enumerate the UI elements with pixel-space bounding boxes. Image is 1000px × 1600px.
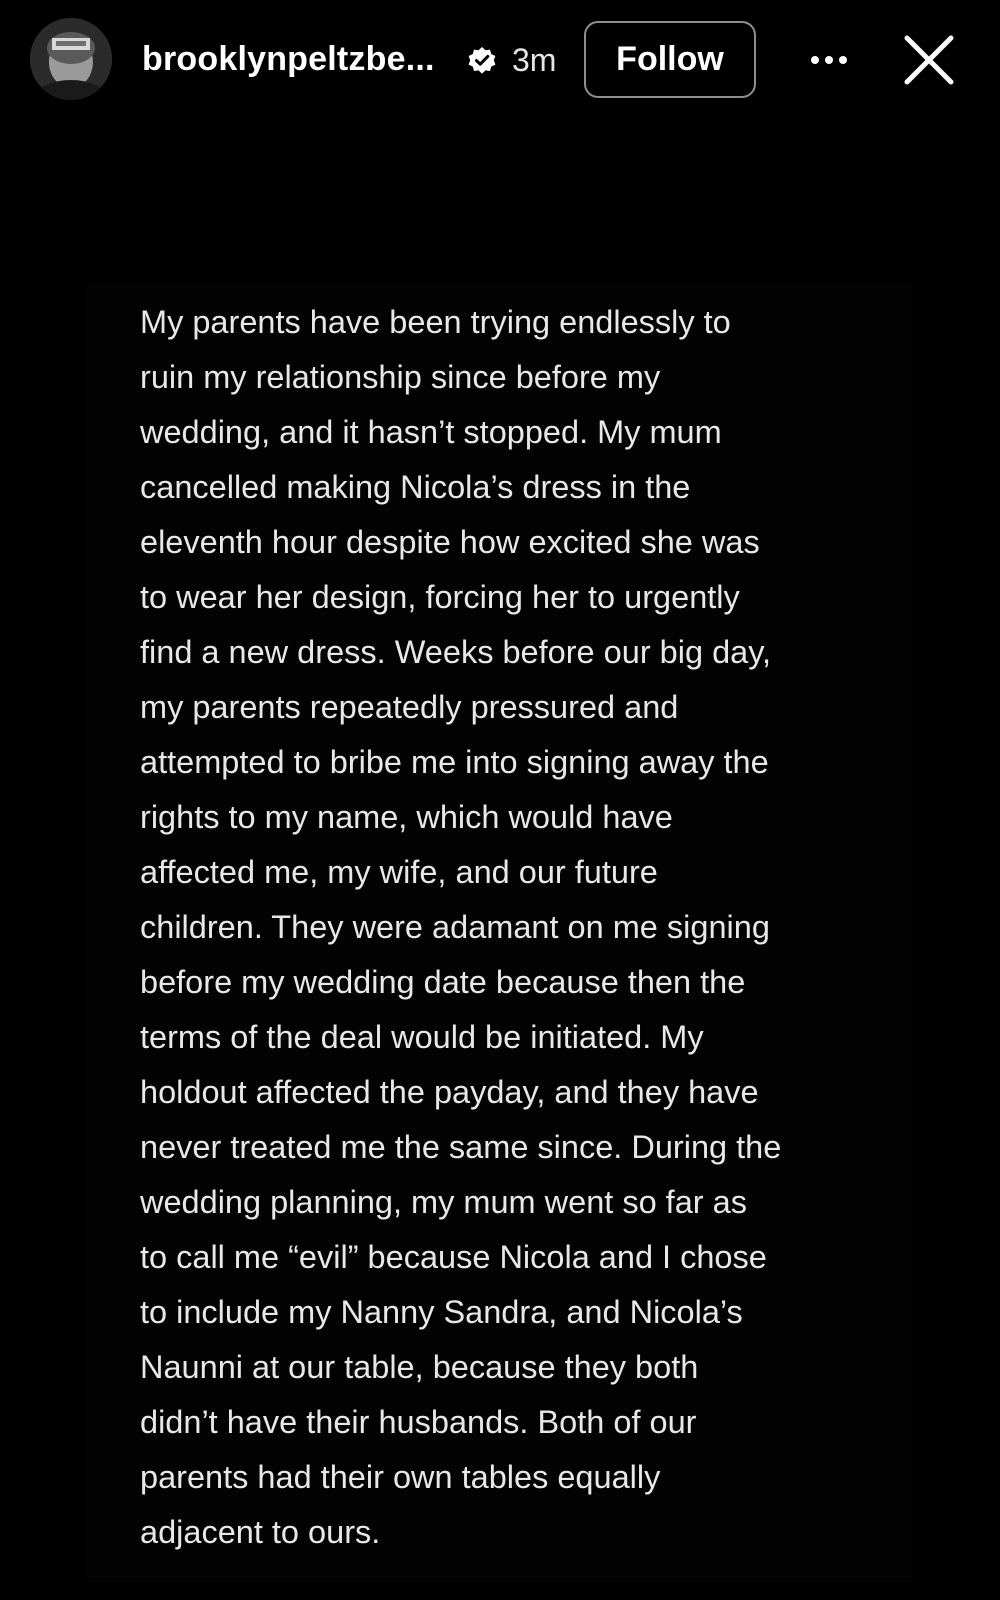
follow-button[interactable]: Follow [584,21,756,98]
more-options-icon[interactable] [804,42,854,78]
post-timestamp: 3m [512,42,557,78]
story-text: My parents have been trying endlessly to ruin my relationship since before my wedding, and it hasn’t stopped. My mum cancelled making Nicola’s dress in the eleventh hour despite how excited she was to wear her design, forcing her to urgently find a new dress. Weeks before our big day, my parents repeatedly pressured and attempted to bribe me into signing away the rights to my name, which would have affected me, my wife, and our future children. They were adamant on me signing before my wedding date because then the terms of the deal would be initiated. My holdout affected the payday, and they have never treated me the same since. During the wedding planning, my mum went so far as to call me “evil” because Nicola and I chose to include my Nanny Sandra, and Nicola’s Naunni at our table, because they both didn’t have their husbands. Both of our parents had their own tables equally adjacent to ours. [140,304,782,1550]
avatar[interactable] [30,18,112,100]
profile-avatar-image [30,18,112,100]
story-header [0,0,1000,125]
username[interactable]: brooklynpeltzbe... [142,40,435,78]
close-icon[interactable] [902,33,956,87]
verified-badge-icon [467,46,497,76]
